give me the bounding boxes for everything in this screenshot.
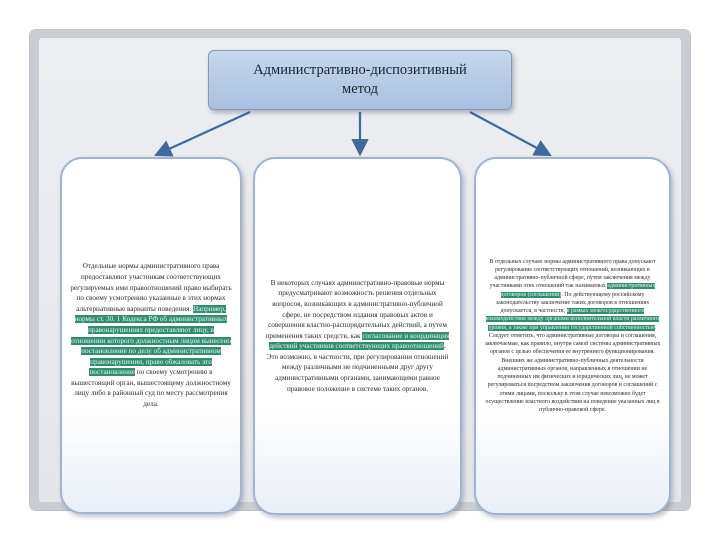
right-box-text (482, 258, 663, 415)
title-line-2: метод (342, 81, 378, 97)
right-box (474, 157, 671, 515)
method-title (208, 50, 512, 110)
middle-text: В некоторых случаях административно-правовые нормы предусматривают возможность решения отдельных вопросов, возникающих в административно-публичной сфере, не посредством издания правовых актов и совершения властно-распорядительных действий, а путем применения таких средств, как (265, 278, 447, 340)
middle-box-text (265, 278, 450, 395)
title-line-1: Административно-диспозитивный (253, 62, 467, 78)
left-highlight: Например, нормы ст. 30. 1 Кодекса РФ об административных правонарушениях предоставляют лицу, в отношении которого должностным лицом вынесено постановление по делу об административном правонарушении, право обжаловать это постановление (71, 304, 231, 377)
left-text-end: по своему усмотрению в вышестоящий орган, вышестоящему должностному лицу либо в районный суд по месту рассмотрения дела. (71, 368, 231, 409)
middle-box (253, 157, 462, 515)
left-box-text (70, 261, 232, 409)
middle-text-end: . Это возможно, в частности, при регулировании отношений между различными не подчиненными друг другу административными органами, занимающими равное правовое положение в системе таких органов. (266, 342, 449, 393)
right-highlight-2: в рамках межгосударственного взаимодействия между органами исполнительной власти различного уровня, а также при управлении государственной собственностью (485, 308, 660, 331)
right-text: В отдельных случаях нормы административного права допускают регулирование соответствующих отношений, возникающих в административно-публичной сфере, путем заключения между участниками этих отношений так называемых (489, 258, 656, 290)
left-box (60, 157, 242, 514)
middle-highlight: согласование и координация действий участников соответствующих правоотношений (269, 331, 450, 351)
left-text: Отдельные нормы административного права предоставляют участникам соответствующих регулируемых ими правоотношений право выбирать по своему усмотрению указанные в этих нормах альтернативные варианты поведения. (70, 262, 232, 313)
arrow-to-right-box (470, 112, 548, 154)
arrow-to-left-box (158, 112, 250, 154)
right-highlight-1: административных договоров (соглашений) (500, 283, 656, 298)
right-text-mid: . По действующему российскому законодательству заключение таких договоров в отношениях допускается, в частности, (495, 291, 650, 315)
right-text-end: . Следует отметить, что административные договоры и соглашения, заключаемые, как правило, внутри самой системы административных органов с целью обеспечения ее внутреннего функционирования. Внешних же административно-публичных деятельности административных органов, направленных в отношении не подчиненных им физических и юридических лиц, не может регулироваться посредством заключения договоров и соглашений с этими лицами, поскольку в этом случае невозможно будет осуществление властного воздействия на поведение указанных лиц в публично-правовой сфере. (484, 324, 661, 414)
